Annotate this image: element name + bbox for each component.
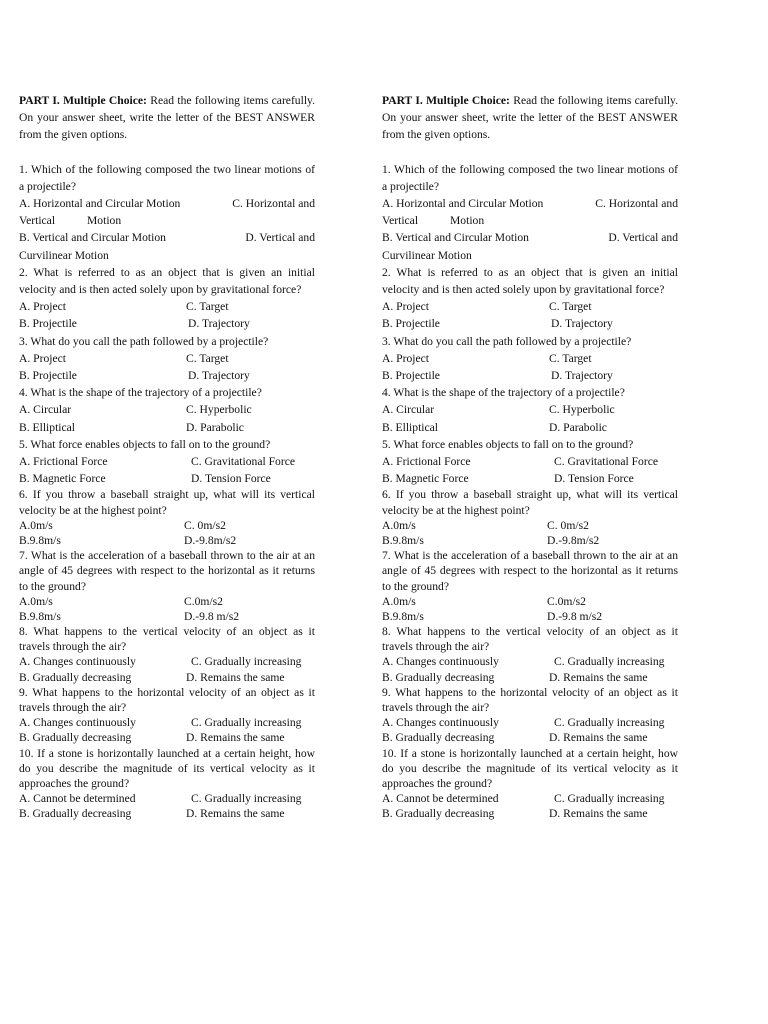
question-5 [382,436,678,488]
option-b: B. Gradually decreasing [382,807,495,821]
option-row [19,419,315,436]
option-d: D. Tension Force [554,472,634,486]
option-b: B.9.8m/s [19,533,61,547]
option-a-cont: Vertical [382,214,419,228]
option-row [19,350,315,367]
option-row [382,609,678,624]
option-row [382,350,678,367]
option-row [19,298,315,315]
option-d: D. Remains the same [186,731,285,745]
option-d: D. Vertical and [608,231,678,245]
option-a: A. Changes continuously [19,655,136,669]
option-a: A.0m/s [382,518,416,532]
option-row [382,298,678,315]
option-row [19,195,315,212]
option-b: B. Projectile [19,368,77,382]
question-3 [382,333,678,385]
option-c: C. Gradually increasing [554,655,665,669]
option-c: C. Horizontal and [595,197,678,211]
option-b: B.9.8m/s [19,609,61,623]
option-row [382,715,678,730]
question-text: 6. If you throw a baseball straight up, what will its vertical velocity be at the highest point? [19,488,315,517]
question-text: 2. What is referred to as an object that is given an initial velocity and is then acted solely upon by gravitational force? [19,265,315,296]
option-row [19,533,315,548]
question-2 [382,264,678,333]
question-text: 4. What is the shape of the trajectory of a projectile? [19,386,262,400]
question-text: 8. What happens to the vertical velocity of an object as it travels through the air? [19,625,315,654]
option-row [382,594,678,609]
option-a: A.0m/s [382,594,416,608]
option-row [382,247,678,264]
option-d-cont: Curvilinear Motion [382,248,472,262]
question-9 [19,685,315,746]
option-a: A. Cannot be determined [382,792,499,806]
option-d: D. Remains the same [186,670,285,684]
question-text: 9. What happens to the horizontal velocity of an object as it travels through the air? [19,685,315,715]
option-row [382,195,678,212]
option-b: B. Elliptical [382,420,439,434]
option-row [19,806,315,821]
question-10 [19,746,315,822]
option-c: C. Gravitational Force [554,454,658,468]
option-d: D. Parabolic [549,420,607,434]
question-5 [19,436,315,488]
option-d: D. Parabolic [186,420,244,434]
question-7 [382,548,678,624]
question-6 [382,487,678,548]
question-3 [19,333,315,385]
option-d: D. Trajectory [551,368,613,382]
option-c: C. Hyperbolic [186,403,252,417]
question-8 [382,624,678,685]
part-title: PART I. Multiple Choice: [19,94,147,107]
option-d: D.-9.8m/s2 [547,533,600,547]
option-b: B. Projectile [19,317,77,331]
option-row [19,518,315,533]
option-a: A. Frictional Force [19,454,108,468]
question-text: 3. What do you call the path followed by a projectile? [382,334,632,348]
option-row [382,229,678,246]
part-title: PART I. Multiple Choice: [382,94,510,107]
option-row [382,470,678,487]
option-a: A. Project [19,300,67,314]
option-a: A. Changes continuously [382,716,499,730]
option-a: A. Project [382,351,430,365]
option-row [19,609,315,624]
instructions [19,92,315,144]
question-text: 5. What force enables objects to fall on to the ground? [19,437,271,451]
question-text: 7. What is the acceleration of a baseball thrown to the air at an angle of 45 degrees with respect to the horizontal as it returns to the ground? [19,549,315,593]
option-c: C. Target [549,351,592,365]
option-d: D.-9.8m/s2 [184,533,237,547]
option-row [19,247,315,264]
option-row [382,806,678,821]
question-8 [19,624,315,685]
worksheet-column-left [19,92,315,822]
option-a: A.0m/s [19,594,53,608]
option-row [19,715,315,730]
option-row [382,730,678,745]
option-row [19,212,315,229]
option-b: B. Projectile [382,368,440,382]
option-row [19,470,315,487]
question-text: 5. What force enables objects to fall on to the ground? [382,437,634,451]
option-a: A. Project [19,351,67,365]
option-c: C. Gradually increasing [554,716,665,730]
option-d: D. Remains the same [549,731,648,745]
option-b: B.9.8m/s [382,609,424,623]
option-d-cont: Curvilinear Motion [19,248,109,262]
worksheet-column-right [382,92,678,822]
option-c: C. 0m/s2 [184,518,226,532]
option-d: D.-9.8 m/s2 [547,609,603,623]
option-row [19,401,315,418]
option-a: A. Changes continuously [19,716,136,730]
question-1 [382,161,678,264]
option-row [382,670,678,685]
option-a: A. Horizontal and Circular Motion [19,197,181,211]
option-a-cont: Motion [87,214,122,228]
question-text: 8. What happens to the vertical velocity of an object as it travels through the air? [382,625,678,654]
option-b: B.9.8m/s [382,533,424,547]
option-row [382,212,678,229]
question-text: 4. What is the shape of the trajectory of a projectile? [382,386,625,400]
option-c: C. Horizontal and [232,197,315,211]
option-row [382,453,678,470]
option-b: B. Elliptical [19,420,76,434]
question-1 [19,161,315,264]
question-text: 10. If a stone is horizontally launched at a certain height, how do you describe the magnitude of its vertical velocity as it approaches the ground? [19,746,315,791]
option-b: B. Gradually decreasing [382,670,495,684]
option-a: A. Project [382,300,430,314]
option-c: C. Gravitational Force [191,454,295,468]
option-row [382,533,678,548]
question-10 [382,746,678,822]
option-row [382,419,678,436]
question-4 [382,384,678,436]
option-c: C.0m/s2 [547,594,586,608]
option-a: A. Frictional Force [382,454,471,468]
option-row [19,654,315,669]
question-text: 1. Which of the following composed the two linear motions of a projectile? [19,162,315,193]
option-c: C. Gradually increasing [191,716,302,730]
option-row [382,401,678,418]
option-c: C. Gradually increasing [554,792,665,806]
option-c: C. Gradually increasing [191,792,302,806]
option-row [382,518,678,533]
option-row [19,229,315,246]
question-6 [19,487,315,548]
option-a: A. Horizontal and Circular Motion [382,197,544,211]
option-row [382,367,678,384]
option-b: B. Gradually decreasing [19,670,132,684]
option-row [382,654,678,669]
option-a-cont: Motion [450,214,485,228]
option-d: D. Trajectory [188,317,250,331]
instructions-text: Read the following items carefully. On your answer sheet, write the letter of the BEST ANSWER from the given options. [382,94,678,142]
option-c: C. 0m/s2 [547,518,589,532]
option-c: C. Target [186,300,229,314]
option-c: C.0m/s2 [184,594,223,608]
option-d: D. Remains the same [186,807,285,821]
option-a: A. Cannot be determined [19,792,136,806]
question-text: 6. If you throw a baseball straight up, what will its vertical velocity be at the highest point? [382,488,678,517]
question-text: 3. What do you call the path followed by a projectile? [19,334,269,348]
option-row [382,315,678,332]
option-a: A.0m/s [19,518,53,532]
option-b: B. Vertical and Circular Motion [19,231,166,245]
option-row [19,594,315,609]
option-row [382,791,678,806]
question-9 [382,685,678,746]
instructions [382,92,678,144]
question-text: 1. Which of the following composed the two linear motions of a projectile? [382,162,678,193]
option-b: B. Vertical and Circular Motion [382,231,529,245]
option-c: C. Gradually increasing [191,655,302,669]
option-b: B. Gradually decreasing [19,731,132,745]
question-text: 10. If a stone is horizontally launched at a certain height, how do you describe the magnitude of its vertical velocity as it approaches the ground? [382,746,678,791]
question-text: 2. What is referred to as an object that is given an initial velocity and is then acted solely upon by gravitational force? [382,265,678,296]
option-a: A. Circular [19,403,72,417]
option-a: A. Changes continuously [382,655,499,669]
option-c: C. Target [186,351,229,365]
question-text: 9. What happens to the horizontal velocity of an object as it travels through the air? [382,685,678,715]
question-text: 7. What is the acceleration of a baseball thrown to the air at an angle of 45 degrees with respect to the horizontal as it returns to the ground? [382,549,678,593]
option-b: B. Projectile [382,317,440,331]
instructions-text: Read the following items carefully. On your answer sheet, write the letter of the BEST ANSWER from the given options. [19,94,315,142]
option-d: D.-9.8 m/s2 [184,609,240,623]
option-c: C. Hyperbolic [549,403,615,417]
option-d: D. Vertical and [245,231,315,245]
option-row [19,367,315,384]
question-4 [19,384,315,436]
question-7 [19,548,315,624]
question-2 [19,264,315,333]
option-row [19,315,315,332]
option-row [19,453,315,470]
option-row [19,730,315,745]
option-a: A. Circular [382,403,435,417]
option-d: D. Trajectory [188,368,250,382]
option-d: D. Trajectory [551,317,613,331]
option-b: B. Magnetic Force [19,472,106,486]
option-d: D. Remains the same [549,670,648,684]
option-row [19,791,315,806]
option-a-cont: Vertical [19,214,56,228]
option-c: C. Target [549,300,592,314]
option-d: D. Remains the same [549,807,648,821]
option-d: D. Tension Force [191,472,271,486]
option-b: B. Gradually decreasing [19,807,132,821]
option-b: B. Gradually decreasing [382,731,495,745]
option-b: B. Magnetic Force [382,472,469,486]
option-row [19,670,315,685]
